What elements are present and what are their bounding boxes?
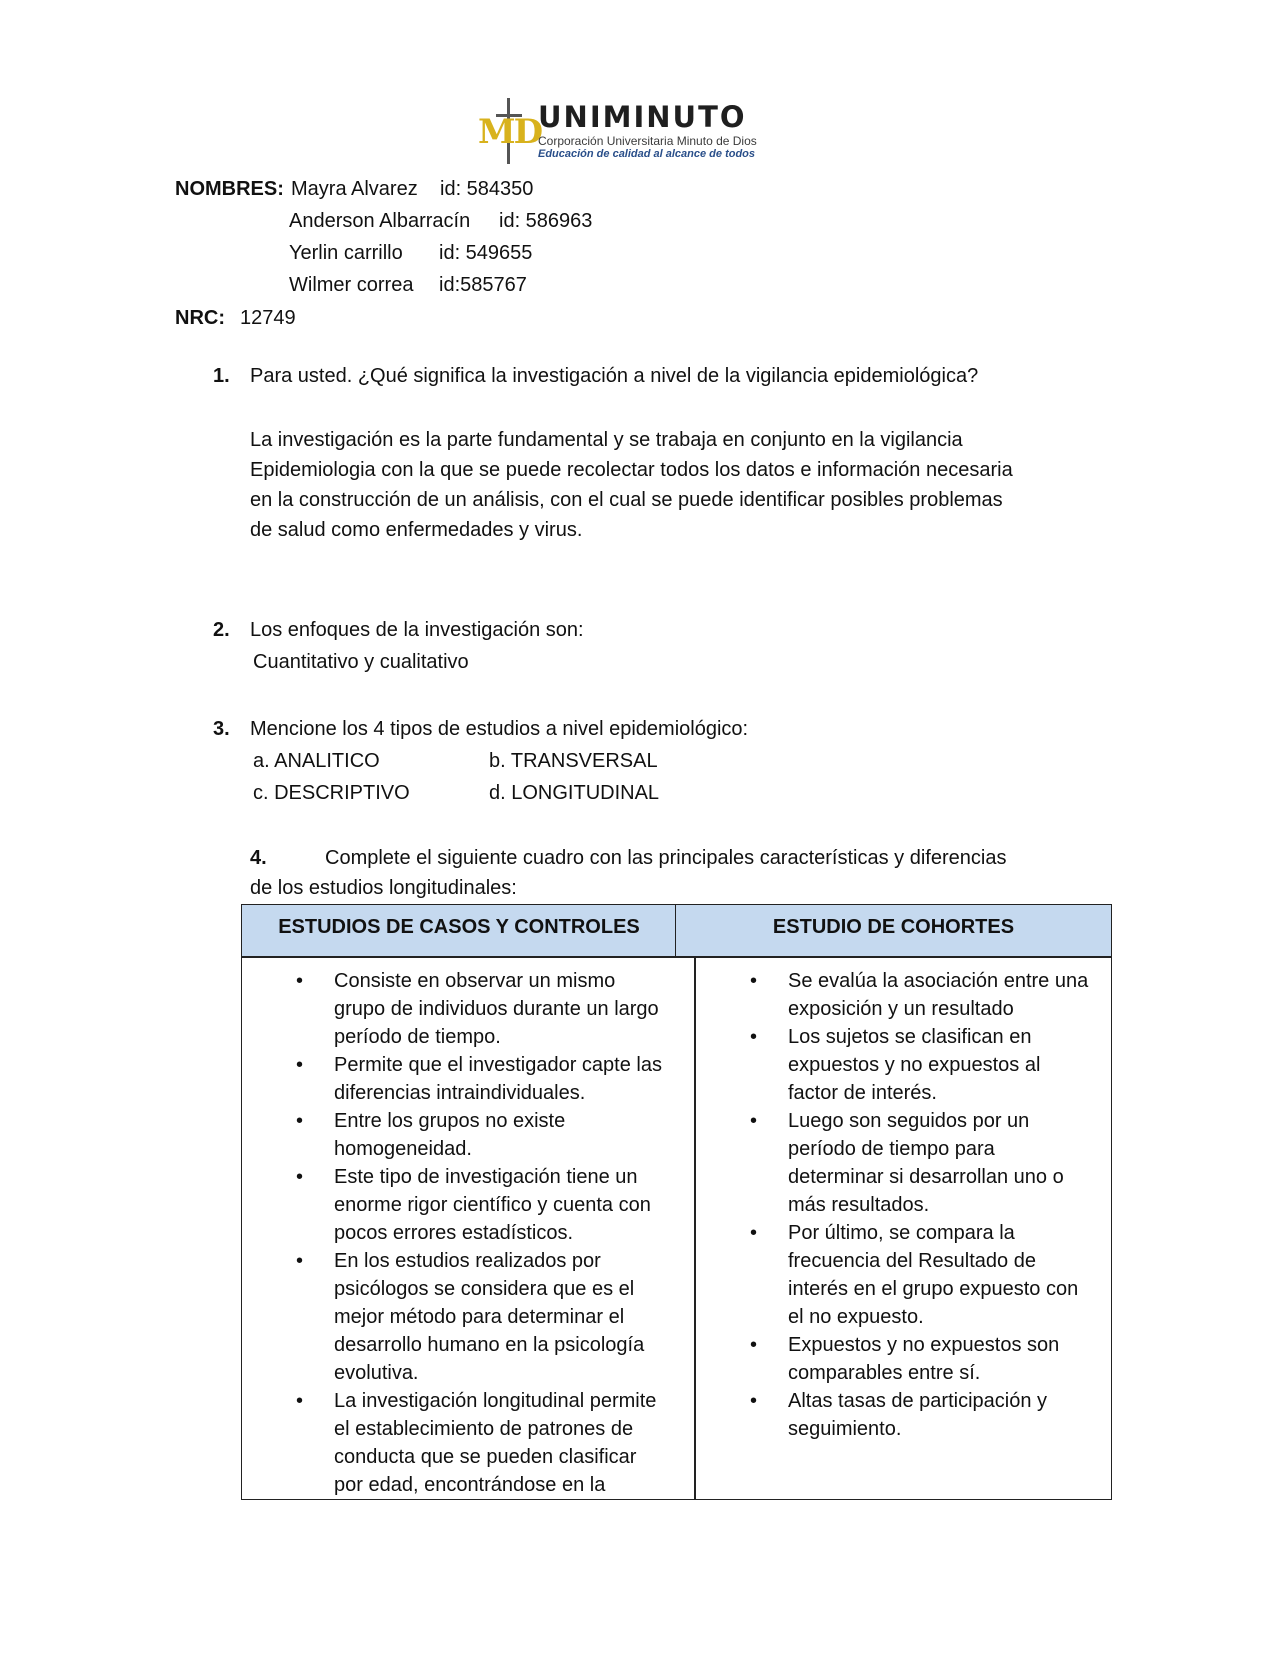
q3-number: 3. bbox=[213, 718, 230, 740]
list-item bbox=[296, 1107, 684, 1163]
list-item bbox=[750, 1219, 1100, 1331]
list-item-line: desarrollo humano en la psicología bbox=[334, 1334, 645, 1356]
q2-number: 2. bbox=[213, 619, 230, 641]
q3-option-a: a. ANALITICO bbox=[253, 750, 380, 772]
bullet-icon: • bbox=[750, 1110, 758, 1132]
q4-question-line2: de los estudios longitudinales: bbox=[250, 877, 517, 899]
student-name-2: Anderson Albarracín bbox=[289, 210, 471, 232]
logo-name: UNIMINUTO bbox=[538, 100, 747, 134]
list-item bbox=[750, 967, 1100, 1023]
bullet-icon: • bbox=[296, 1390, 304, 1412]
nrc-value: 12749 bbox=[240, 307, 296, 329]
list-item-line: homogeneidad. bbox=[334, 1138, 472, 1160]
list-item-line: el no expuesto. bbox=[788, 1306, 924, 1328]
list-item-line: más resultados. bbox=[788, 1194, 930, 1216]
list-item-line: exposición y un resultado bbox=[788, 998, 1014, 1020]
logo-subtitle: Corporación Universitaria Minuto de Dios bbox=[538, 134, 757, 148]
list-item-line: Consiste en observar un mismo bbox=[334, 970, 616, 992]
list-item-line: Por último, se compara la bbox=[788, 1222, 1015, 1244]
list-item-line: por edad, encontrándose en la bbox=[334, 1474, 606, 1496]
nombres-label: NOMBRES: bbox=[175, 178, 284, 200]
casos-controles-list bbox=[296, 967, 684, 1499]
list-item-line: pocos errores estadísticos. bbox=[334, 1222, 573, 1244]
bullet-icon: • bbox=[296, 1250, 304, 1272]
q1-answer-line: Epidemiologia con la que se puede recolectar todos los datos e información necesaria bbox=[250, 459, 1013, 481]
list-item-line: Se evalúa la asociación entre una bbox=[788, 970, 1089, 992]
list-item-line: determinar si desarrollan uno o bbox=[788, 1166, 1064, 1188]
list-item-line: período de tiempo. bbox=[334, 1026, 501, 1048]
bullet-icon: • bbox=[296, 1166, 304, 1188]
student-id-2: id: 586963 bbox=[499, 210, 593, 232]
list-item-line: factor de interés. bbox=[788, 1082, 937, 1104]
list-item-line: Los sujetos se clasifican en bbox=[788, 1026, 1032, 1048]
list-item-line: diferencias intraindividuales. bbox=[334, 1082, 586, 1104]
list-item bbox=[296, 1163, 684, 1247]
list-item-line: Permite que el investigador capte las bbox=[334, 1054, 662, 1076]
bullet-icon: • bbox=[296, 1054, 304, 1076]
student-id-3: id: 549655 bbox=[439, 242, 533, 264]
q1-answer bbox=[250, 425, 1070, 545]
student-name-1: Mayra Alvarez bbox=[291, 178, 418, 200]
table-header-casos-controles: ESTUDIOS DE CASOS Y CONTROLES bbox=[241, 904, 677, 958]
q4-number: 4. bbox=[250, 847, 267, 869]
list-item-line: grupo de individuos durante un largo bbox=[334, 998, 659, 1020]
list-item bbox=[296, 1387, 684, 1499]
list-item bbox=[296, 1051, 684, 1107]
list-item-line: psicólogos se considera que es el bbox=[334, 1278, 635, 1300]
nrc-label: NRC: bbox=[175, 307, 225, 329]
q1-answer-line: en la construcción de un análisis, con el cual se puede identificar posibles problemas bbox=[250, 489, 1003, 511]
q1-answer-line: de salud como enfermedades y virus. bbox=[250, 519, 583, 541]
list-item-line: Entre los grupos no existe bbox=[334, 1110, 566, 1132]
q4-question-line1: Complete el siguiente cuadro con las principales características y diferencias bbox=[325, 847, 1007, 869]
list-item bbox=[750, 1387, 1100, 1443]
bullet-icon: • bbox=[750, 1026, 758, 1048]
list-item-line: interés en el grupo expuesto con bbox=[788, 1278, 1079, 1300]
list-item-line: frecuencia del Resultado de bbox=[788, 1250, 1036, 1272]
list-item-line: Luego son seguidos por un bbox=[788, 1110, 1030, 1132]
student-name-3: Yerlin carrillo bbox=[289, 242, 403, 264]
list-item-line: expuestos y no expuestos al bbox=[788, 1054, 1041, 1076]
table-cell-cohortes bbox=[694, 956, 1112, 1500]
student-id-4: id:585767 bbox=[439, 274, 527, 296]
list-item-line: el establecimiento de patrones de bbox=[334, 1418, 634, 1440]
q1-number: 1. bbox=[213, 365, 230, 387]
list-item bbox=[750, 1107, 1100, 1219]
list-item bbox=[750, 1023, 1100, 1107]
q3-option-c: c. DESCRIPTIVO bbox=[253, 782, 410, 804]
q1-question: Para usted. ¿Qué significa la investigación a nivel de la vigilancia epidemiológica? bbox=[250, 365, 979, 387]
list-item-line: Altas tasas de participación y bbox=[788, 1390, 1048, 1412]
comparison-table bbox=[241, 904, 1112, 1500]
table-cell-casos-controles bbox=[241, 956, 696, 1500]
list-item bbox=[296, 967, 684, 1051]
bullet-icon: • bbox=[296, 970, 304, 992]
bullet-icon: • bbox=[750, 1390, 758, 1412]
uniminuto-logo bbox=[478, 98, 798, 168]
logo-mark: MD bbox=[478, 112, 542, 152]
list-item-line: mejor método para determinar el bbox=[334, 1306, 625, 1328]
list-item-line: comparables entre sí. bbox=[788, 1362, 981, 1384]
list-item bbox=[296, 1247, 684, 1387]
q1-answer-line: La investigación es la parte fundamental y se trabaja en conjunto en la vigilancia bbox=[250, 429, 963, 451]
q2-question: Los enfoques de la investigación son: bbox=[250, 619, 584, 641]
q3-option-d: d. LONGITUDINAL bbox=[489, 782, 660, 804]
logo-tagline: Educación de calidad al alcance de todos bbox=[538, 148, 756, 160]
bullet-icon: • bbox=[750, 1334, 758, 1356]
list-item-line: conducta que se pueden clasificar bbox=[334, 1446, 637, 1468]
list-item bbox=[750, 1331, 1100, 1387]
list-item-line: enorme rigor científico y cuenta con bbox=[334, 1194, 651, 1216]
q3-option-b: b. TRANSVERSAL bbox=[489, 750, 658, 772]
student-name-4: Wilmer correa bbox=[289, 274, 414, 296]
bullet-icon: • bbox=[750, 1222, 758, 1244]
list-item-line: período de tiempo para bbox=[788, 1138, 995, 1160]
list-item-line: Expuestos y no expuestos son bbox=[788, 1334, 1060, 1356]
bullet-icon: • bbox=[296, 1110, 304, 1132]
student-id-1: id: 584350 bbox=[440, 178, 534, 200]
table-header-cohortes: ESTUDIO DE COHORTES bbox=[675, 904, 1112, 958]
list-item-line: En los estudios realizados por bbox=[334, 1250, 601, 1272]
cohortes-list bbox=[750, 967, 1100, 1443]
q2-answer: Cuantitativo y cualitativo bbox=[253, 651, 469, 673]
q3-question: Mencione los 4 tipos de estudios a nivel epidemiológico: bbox=[250, 718, 749, 740]
list-item-line: seguimiento. bbox=[788, 1418, 902, 1440]
list-item-line: Este tipo de investigación tiene un bbox=[334, 1166, 638, 1188]
list-item-line: evolutiva. bbox=[334, 1362, 419, 1384]
list-item-line: La investigación longitudinal permite bbox=[334, 1390, 657, 1412]
bullet-icon: • bbox=[750, 970, 758, 992]
